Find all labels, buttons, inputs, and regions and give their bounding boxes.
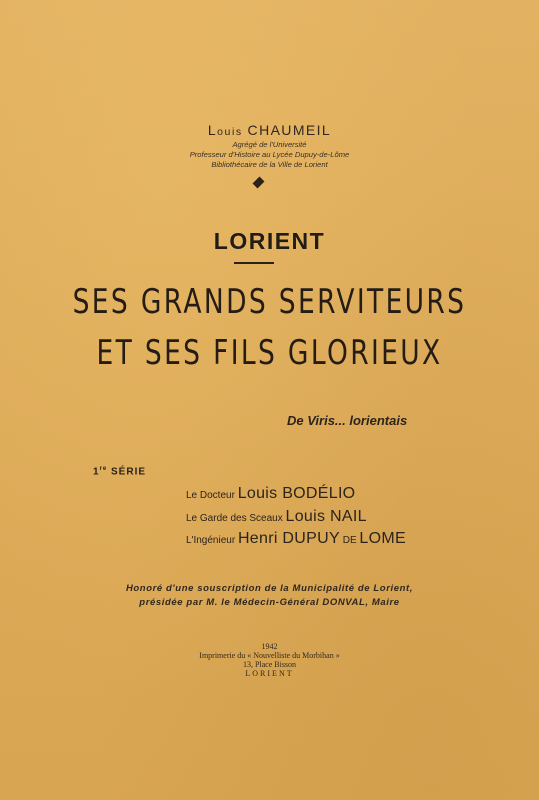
headline-line-2: ET SES FILS GLORIEUX bbox=[96, 333, 443, 373]
author-credential: Bibliothécaire de la Ville de Lorient bbox=[211, 160, 328, 169]
headline-line-1: SES GRANDS SERVITEURS bbox=[72, 282, 467, 322]
honor-line-2: présidée par M. le Médecin-Général DONVAL, Maire bbox=[139, 597, 400, 608]
imprint-address: 13, Place Bisson bbox=[242, 660, 297, 669]
imprint-printer: Imprimerie du « Nouvelliste du Morbihan » bbox=[199, 651, 340, 660]
diamond-icon bbox=[253, 177, 265, 189]
person-bodelio: Le Docteur Louis BODÉLIO bbox=[186, 485, 356, 502]
person-dupuy-de-lome: L'Ingénieur Henri DUPUY DE LOME bbox=[186, 530, 406, 547]
title-rule bbox=[234, 262, 274, 264]
subtitle: De Viris... lorientais bbox=[287, 413, 408, 428]
author-credential: Professeur d'Histoire au Lycée Dupuy-de-Lôme bbox=[189, 150, 350, 159]
series-label: 1re SÉRIE bbox=[93, 466, 147, 478]
author-name: Louis CHAUMEIL bbox=[207, 122, 332, 138]
honor-line-1: Honoré d'une souscription de la Municipalité de Lorient, bbox=[125, 583, 414, 594]
person-nail: Le Garde des Sceaux Louis NAIL bbox=[186, 508, 367, 525]
imprint-year: 1942 bbox=[261, 642, 278, 651]
imprint-city: LORIENT bbox=[245, 669, 294, 678]
city-title: LORIENT bbox=[213, 228, 326, 254]
author-credential: Agrégé de l'Université bbox=[232, 140, 307, 149]
